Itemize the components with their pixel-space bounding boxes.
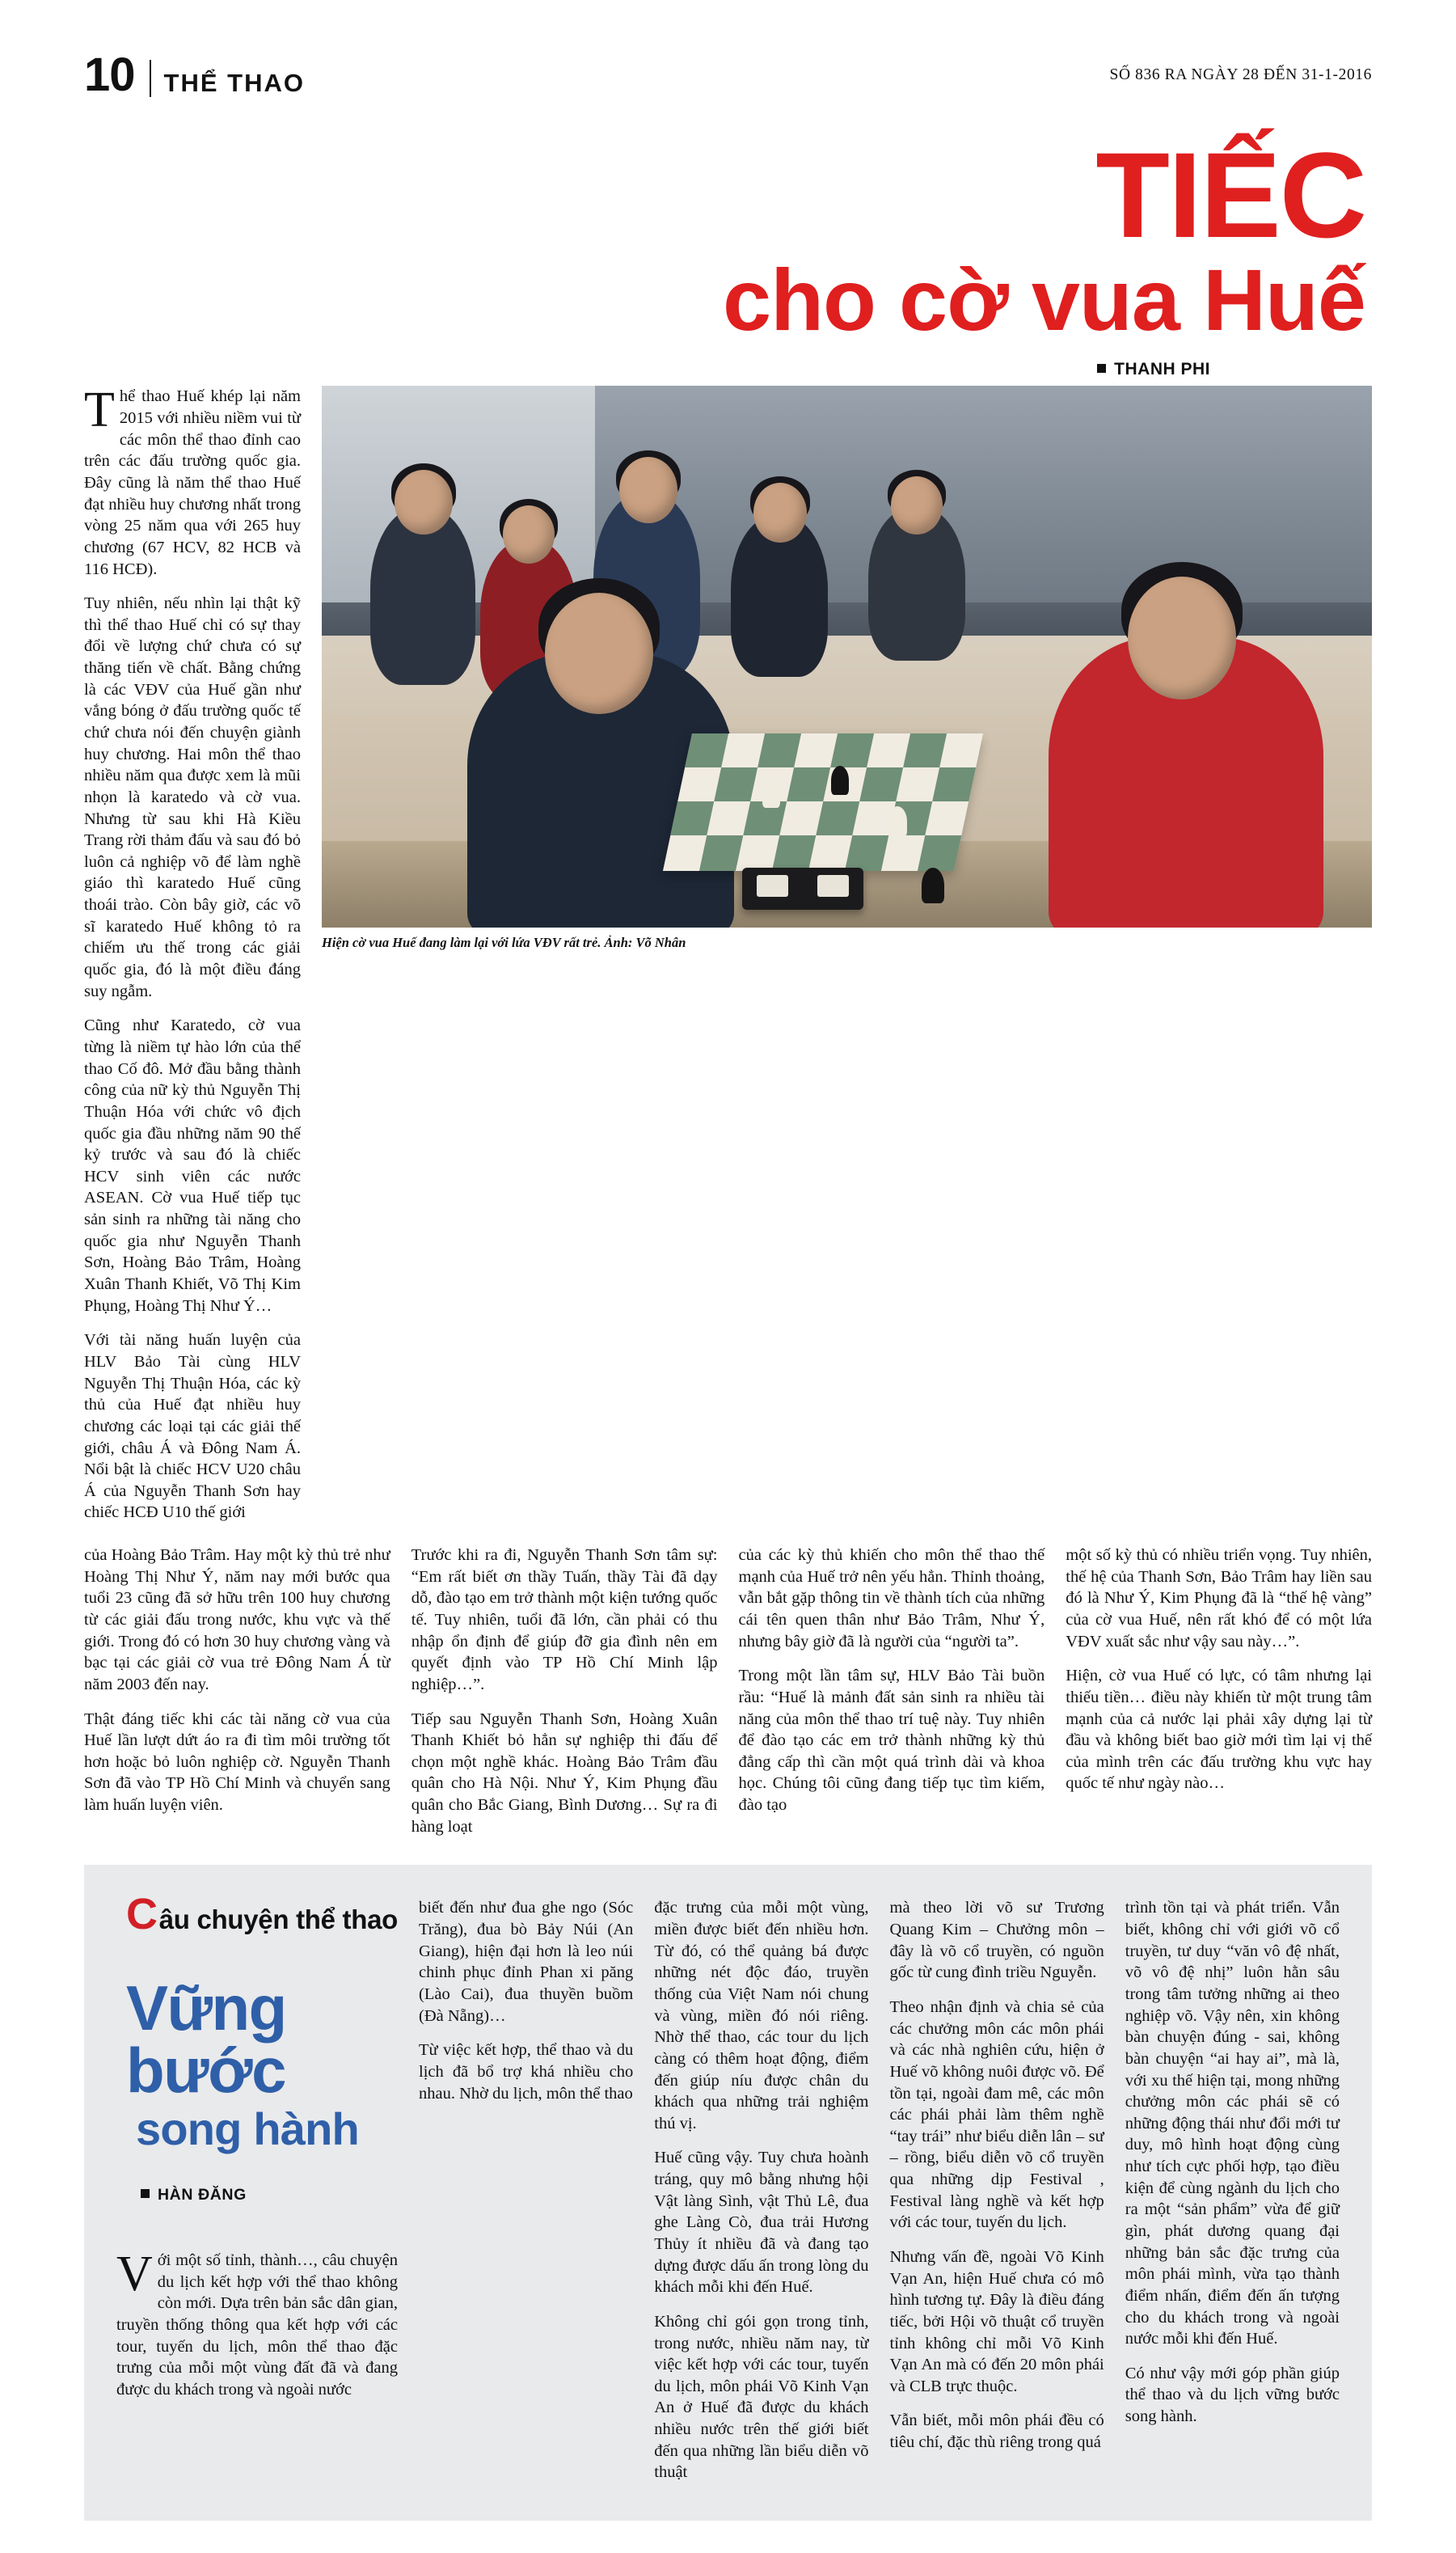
- paragraph: đặc trưng của mỗi một vùng, miền được biết đến nhiều hơn. Từ đó, có thể quảng bá được những nét độc đáo, truyền thống của Việt Nam nói chung và vùng, miền đó nói riêng. Nhờ thể thao, các tour du lịch càng có thêm hoạt động, điểm đến giúp níu được chân du khách qua những trải nghiệm thú vị.: [654, 1899, 869, 2132]
- panel-kicker: [126, 1890, 399, 1939]
- photo-head-bg-5: [891, 476, 943, 535]
- paragraph: Tiếp sau Nguyễn Thanh Sơn, Hoàng Xuân Thanh Khiết bỏ hẳn sự nghiệp thi đấu để chọn một nghề khác. Hoàng Bảo Trâm đầu quân cho Hà Nội. Như Ý, Kim Phụng đầu quân cho Bắc Giang, Bình Dương… Sự ra đi hàng loạt: [411, 1710, 718, 1836]
- panel-title-line-2: song hành: [136, 2103, 359, 2155]
- page-number: 10: [84, 49, 135, 101]
- chess-piece: [888, 806, 907, 837]
- panel-left-column: [116, 1890, 399, 2483]
- masthead: [84, 49, 1372, 104]
- paragraph: Nhưng vấn đề, ngoài Võ Kinh Vạn An, hiện Huế chưa có mô hình tương tự. Đây là điều đáng tiếc, bởi Hội võ thuật cổ truyền tỉnh không chỉ mỗi Võ Kinh Vạn An mà có đến 20 môn phái và CLB trực thuộc.: [889, 2248, 1104, 2395]
- photo-head-bg-4: [753, 483, 807, 543]
- board-square: [845, 835, 888, 871]
- paragraph: Huế cũng vậy. Tuy chưa hoành tráng, quy mô bằng nhưng hội Vật làng Sình, vật Thủ Lê, đua ghe Làng Cò, đua trải Hương Thủy ít nhiều đã và đang tạo dựng được dấu ấn trong lòng du khách mỗi khi đến Huế.: [654, 2149, 869, 2297]
- board-square: [699, 835, 743, 871]
- article-column-3: [739, 1545, 1045, 1837]
- board-square: [816, 801, 859, 835]
- photo-head-front-left: [545, 593, 653, 714]
- lead-paragraph: [84, 383, 301, 580]
- paragraph: Theo nhận định và chia sẻ của các chưởng môn các môn phái và các nhà nghiên cứu, hiện ở Huế võ không nuôi được võ. Để tồn tại, ngoài đam mê, các môn các phái phải làm thêm nghề “tay trái” như biểu diễn lân – sư – rồng, biểu diễn võ cổ truyền qua những dịp Festival , Festival làng nghề và kết hợp với các tour, tuyến du lịch.: [889, 1997, 1104, 2232]
- bullet-square-icon: [1097, 364, 1106, 373]
- paragraph: Trong một lần tâm sự, HLV Bảo Tài buồn rầu: “Huế là mảnh đất sản sinh ra nhiều tài năng của môn thể thao trí tuệ này. Tuy nhiên để đào tạo các em trở thành những kỳ thủ đẳng cấp thì cần một quá trình dài và khoa học. Chúng tôi cũng đang tiếp tục tìm kiếm, đào tạo: [738, 1667, 1045, 1815]
- photo-head-bg-1: [395, 470, 453, 535]
- article-byline: [84, 360, 1372, 379]
- board-square: [859, 767, 903, 801]
- paragraph: Có như vậy mới góp phần giúp thể thao và du lịch vững bước song hành.: [1125, 2364, 1340, 2426]
- headline-block: [84, 127, 1372, 349]
- headline-line-1: TIẾC: [1095, 127, 1365, 263]
- paragraph: Hiện, cờ vua Huế có lực, có tâm nhưng lại thiếu tiền… điều này khiến từ một trung tâm mạnh của cả nước lại phải xây dựng lại từ đầu và không biết bao giờ mới tìm lại vị thế của mình trên các đấu trường khu vực hay quốc tế như ngày nào…: [1066, 1667, 1372, 1793]
- byline-name: THANH PHI: [1114, 360, 1210, 379]
- paragraph: Cũng như Karatedo, cờ vua từng là niềm tự hào lớn của thể thao Cố đô. Mở đầu bằng thành công của nữ kỳ thủ Nguyễn Thị Thuận Hóa với chức vô địch quốc gia đầu những năm 90 thế kỷ trước và sau đó là chiếc HCV sinh viên các nước ASEAN. Cờ vua Huế tiếp tục sản sinh ra những tài năng cho quốc gia như Nguyễn Thanh Sơn, Hoàng Bảo Trâm, Hoàng Xuân Thanh Khiết, Võ Thị Kim Phụng, Hoàng Thị Như Ý…: [84, 1017, 301, 1315]
- paragraph: mà theo lời võ sư Trương Quang Kim – Chưởng môn – đây là võ cổ truyền, có nguồn gốc từ cung đình triều Nguyễn.: [889, 1899, 1104, 1982]
- article-columns: [84, 1545, 1372, 1837]
- paragraph: Tuy nhiên, nếu nhìn lại thật kỹ thì thể thao Huế chỉ có sự thay đổi về lượng chứ chưa có sự thăng tiến về chất. Bằng chứng là các VĐV của Huế gần như vắng bóng ở đấu trường quốc tế chứ chưa nói đến chuyện giành huy chương. Hai môn thể thao nhiều năm qua được xem là mũi nhọn là karatedo và cờ vua. Nhưng từ sau khi Hà Kiều Trang rời thảm đấu và sau đó bỏ luôn cả nghiệp võ để làm nghề giáo thì karatedo Huế cũng thoái trào. Còn bây giờ, các võ sĩ karatedo Huế không tỏ ra chiếm ưu thế trong các giải quốc gia, đó là một điều đáng suy ngẫm.: [84, 594, 301, 1000]
- photo-head-bg-3: [619, 457, 677, 523]
- chess-clock: [742, 868, 863, 910]
- board-square: [932, 767, 976, 801]
- board-square: [787, 767, 830, 801]
- photo-head-bg-2: [503, 505, 555, 564]
- paragraph: của Hoàng Bảo Trâm. Hay một kỳ thủ trẻ như Hoàng Thị Như Ý, năm nay mới bước qua tuổi 23 cũng đã sở hữu trên 100 huy chương từ các giải đấu trong nước, khu vực và thế giới. Trong đó có hơn 30 huy chương vàng và bạc tại các giải cờ vua trẻ Đông Nam Á từ năm 2003 đến nay.: [84, 1546, 390, 1693]
- paragraph: một số kỳ thủ có nhiều triển vọng. Tuy nhiên, thế hệ của Thanh Sơn, Bảo Trâm hay liền sau đó là Như Ý, Kim Phụng đã là “thế hệ vàng” của cờ vua Huế, nên rất khó để có một lứa VĐV xuất sắc như vậy sau này…”.: [1066, 1546, 1372, 1651]
- photo-column: [322, 386, 1372, 951]
- board-square: [758, 733, 801, 767]
- board-square: [714, 767, 758, 801]
- drop-cap: T: [84, 383, 115, 438]
- paragraph: Vẫn biết, mỗi môn phái đều có tiêu chí, đặc thù riêng trong quá: [889, 2411, 1104, 2452]
- chess-piece: [762, 779, 780, 808]
- panel-column-3: [890, 1897, 1104, 2483]
- headline-line-2: cho cờ vua Huế: [723, 251, 1365, 349]
- panel-column-1: [419, 1897, 633, 2483]
- paragraph: Với tài năng huấn luyện của HLV Bảo Tài cùng HLV Nguyễn Thị Thuận Hóa, các kỳ thủ của Huế đạt nhiều huy chương các loại tại các giải thế giới, châu Á và Đông Nam Á. Nổi bật là chiếc HCV U20 châu Á của Nguyễn Thanh Sơn hay chiếc HCĐ U10 thế giới: [84, 1331, 301, 1522]
- issue-info: SỐ 836 RA NGÀY 28 ĐẾN 31-1-2016: [1109, 66, 1372, 83]
- article-column-1: [84, 1545, 390, 1837]
- top-area: [84, 383, 1372, 1524]
- paragraph: Từ việc kết hợp, thể thao và du lịch đã bổ trợ khá nhiều cho nhau. Nhờ du lịch, môn thể thao: [419, 2041, 634, 2103]
- board-square: [830, 733, 874, 767]
- paragraph: trình tồn tại và phát triển. Vẫn biết, không chỉ với giới võ cổ truyền, tư duy “văn vô đệ nhất, võ vô đệ nhị” luôn hằn sâu trong tâm tưởng những ai theo nghiệp võ. Vậy nên, xin không bàn chuyện đúng - sai, không bàn chuyện “ai hay ai”, mà là, với xu thế hiện tại, mong những chưởng môn các phái sẽ có những động thái như đổi mới tư duy, mô hình hoạt động cùng như tích cực phối hợp, tạo điều kiện để cùng ngành du lịch cho ra một “sản phẩm” vừa để giữ gìn, phát dương quang đại những bản sắc đặc trưng của môn phái mình, vừa tạo thành điểm nhấn, điểm đến ấn tượng cho du khách trong và ngoài nước mỗi khi đến Huế.: [1125, 1899, 1340, 2348]
- photo-caption: Hiện cờ vua Huế đang làm lại với lứa VĐV rất trẻ. Ảnh: Võ Nhân: [322, 935, 686, 951]
- bullet-square-icon: [141, 2189, 150, 2198]
- panel-title-line-1: Vững bước: [126, 1972, 286, 2106]
- article-column-2: [411, 1545, 718, 1837]
- lead-text: hể thao Huế khép lại năm 2015 với nhiều niềm vui từ các môn thể thao đỉnh cao trên các đấu trường quốc gia. Đây cũng là năm thể thao Huế đạt nhiều huy chương nhất trong vòng 25 năm qua với 265 huy chương (67 HCV, 82 HCB và 116 HCĐ).: [84, 387, 301, 578]
- board-square: [903, 733, 947, 767]
- article-photo: [322, 386, 1372, 928]
- paragraph: Không chỉ gói gọn trong tỉnh, trong nước, nhiều năm nay, từ việc kết hợp với các tour, tuyến du lịch, môn phái Võ Kinh Vạn An ở Huế đã được du khách nhiều nước trên thế giới biết đến qua những lần biểu diễn võ thuật: [654, 2312, 869, 2482]
- lead-column: [84, 383, 301, 1524]
- panel-kicker-cap: C: [126, 1890, 158, 1939]
- paragraph: của các kỳ thủ khiến cho môn thể thao thế mạnh của Huế trở nên yếu hẳn. Thỉnh thoảng, vẫn bắt gặp thông tin về thành tích của những cái tên quen thân như Bảo Trâm, Như Ý, nhưng bây giờ đã là người của “người ta”.: [738, 1546, 1045, 1651]
- chess-board-center: [663, 733, 983, 871]
- article-column-4: [1066, 1545, 1372, 1837]
- photo-head-front-right: [1128, 577, 1236, 700]
- drop-cap: V: [116, 2247, 153, 2302]
- panel-byline: [141, 2186, 398, 2204]
- panel-column-4: [1125, 1897, 1340, 2483]
- board-square: [685, 733, 728, 767]
- sidebar-article-panel: [84, 1865, 1372, 2521]
- board-square: [918, 835, 961, 871]
- board-square: [670, 801, 714, 835]
- panel-column-2: [654, 1897, 868, 2483]
- panel-lead-paragraph: [116, 2247, 398, 2400]
- photo-scene: [322, 386, 1372, 928]
- panel-lead-text: ới một số tỉnh, thành…, câu chuyện du lịch kết hợp với thể thao không còn mới. Dựa trên bản sắc dân gian, truyền thống thông qua kết hợp với các tour, tuyến du lịch, môn thể thao đặc trưng của mỗi một vùng đất đã và đang được du khách trong và ngoài nước: [116, 2251, 398, 2399]
- board-square: [772, 835, 816, 871]
- panel-kicker-text: âu chuyện thể thao: [158, 1904, 399, 1935]
- masthead-left: [84, 49, 305, 101]
- paragraph: Thật đáng tiếc khi các tài năng cờ vua của Huế lần lượt dứt áo ra đi tìm môi trường tốt hơn hoặc bỏ luôn nghiệp cờ. Nguyễn Thanh Sơn đã vào TP Hồ Chí Minh và chuyển sang làm huấn luyện viên.: [84, 1710, 390, 1815]
- chess-piece: [922, 868, 944, 903]
- panel-lead-block: [116, 2247, 398, 2400]
- masthead-divider: [150, 60, 151, 97]
- paragraph: Trước khi ra đi, Nguyễn Thanh Sơn tâm sự: “Em rất biết ơn thầy Tuấn, thầy Tài đã dạy dỗ, đào tạo em trở thành một kiện tướng quốc tế. Tuy nhiên, tuổi đã lớn, cần phải có thu nhập ổn định để giúp đỡ gia đình nên em quyết định vào TP Hồ Chí Minh lập nghiệp…”.: [411, 1546, 718, 1693]
- section-name: THỂ THAO: [163, 69, 305, 97]
- paragraph: biết đến như đua ghe ngo (Sóc Trăng), đua bò Bảy Núi (An Giang), hiện đại hơn là leo núi chinh phục đỉnh Phan xi păng (Lào Cai), đua thuyền buồm (Đà Nẵng)…: [419, 1899, 634, 2025]
- chess-piece: [831, 766, 849, 795]
- panel-byline-name: HÀN ĐĂNG: [158, 2186, 247, 2204]
